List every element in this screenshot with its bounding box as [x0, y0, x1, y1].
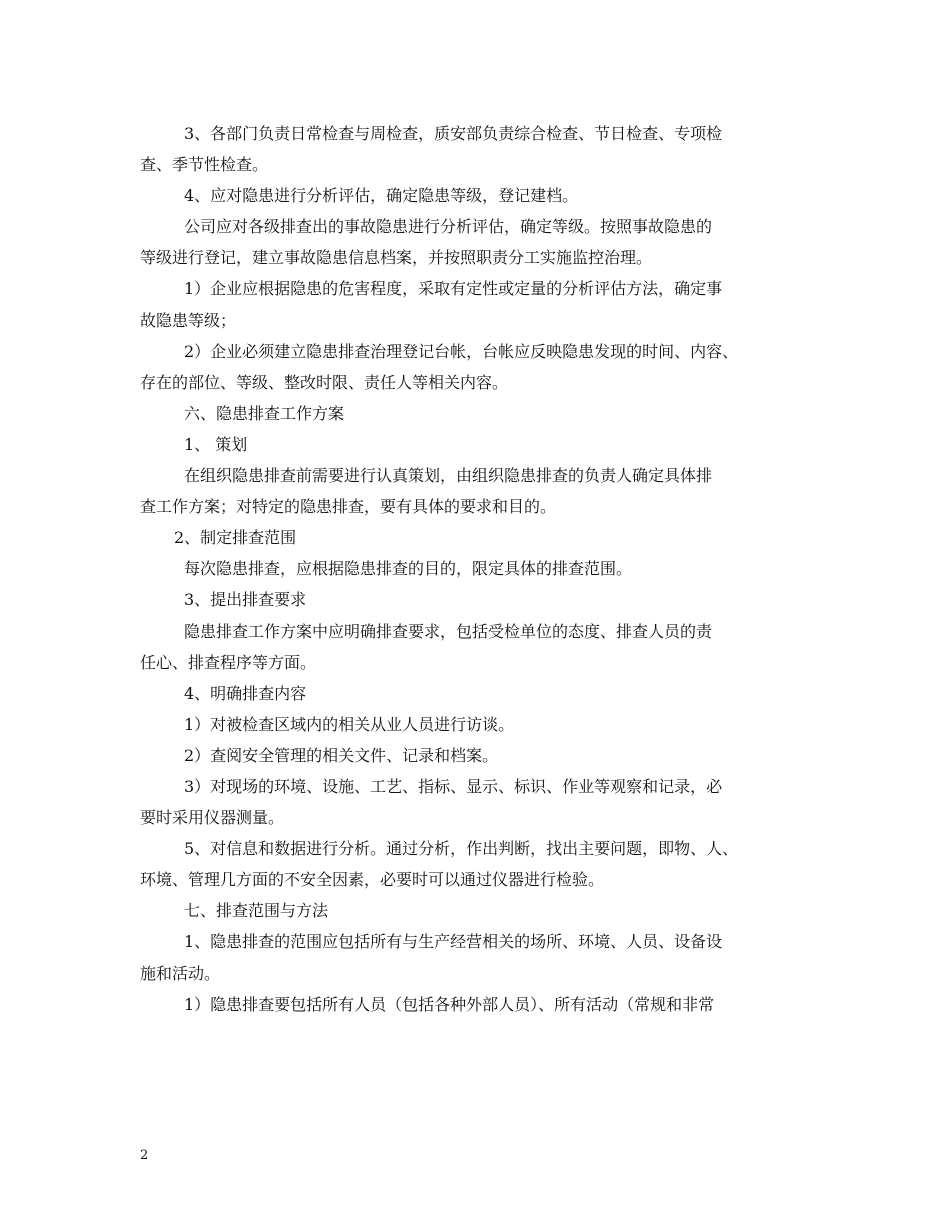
text-line: 存在的部位、等级、整改时限、责任人等相关内容。	[140, 372, 509, 392]
text-line: 隐患排查工作方案中应明确排查要求，包括受检单位的态度、排查人员的责	[184, 621, 713, 641]
text-line: 1）企业应根据隐患的危害程度，采取有定性或定量的分析评估方法，确定事	[184, 279, 723, 299]
text-line: 故隐患等级；	[140, 310, 237, 330]
text-line: 4、明确排查内容	[184, 683, 307, 703]
text-line: 查、季节性检查。	[140, 155, 269, 175]
text-line: 3、提出排查要求	[184, 590, 307, 610]
text-line: 每次隐患排查，应根据隐患排查的目的，限定具体的排查范围。	[184, 559, 633, 579]
page-number: 2	[140, 1148, 149, 1163]
text-line: 1、隐患排查的范围应包括所有与生产经营相关的场所、环境、人员、设备设	[184, 932, 723, 952]
text-line: 5、对信息和数据进行分析。通过分析，作出判断，找出主要问题，即物、人、	[184, 839, 739, 859]
text-line: 3）对现场的环境、设施、工艺、指标、显示、标识、作业等观察和记录，必	[184, 776, 723, 796]
text-line: 在组织隐患排查前需要进行认真策划，由组织隐患排查的负责人确定具体排	[184, 466, 713, 486]
text-line: 1）对被检查区域内的相关从业人员进行访谈。	[184, 714, 515, 734]
text-line: 4、应对隐患进行分析评估，确定隐患等级，登记建档。	[184, 186, 579, 206]
text-line: 1、 策划	[184, 434, 248, 454]
text-line: 2）查阅安全管理的相关文件、记录和档案。	[184, 745, 499, 765]
text-line: 2）企业必须建立隐患排查治理登记台帐，台帐应反映隐患发现的时间、内容、	[184, 341, 739, 361]
text-line: 任心、排查程序等方面。	[140, 652, 317, 672]
text-line: 公司应对各级排查出的事故隐患进行分析评估，确定等级。按照事故隐患的	[184, 217, 713, 237]
text-line: 等级进行登记，建立事故隐患信息档案，并按照职责分工实施监控治理。	[140, 248, 653, 268]
text-line: 施和活动。	[140, 963, 221, 983]
body-text	[140, 118, 820, 1020]
text-line: 查工作方案；对特定的隐患排查，要有具体的要求和目的。	[140, 497, 557, 517]
text-line: 2、制定排查范围	[174, 528, 297, 548]
text-line: 1）隐患排查要包括所有人员（包括各种外部人员）、所有活动（常规和非常	[184, 994, 715, 1014]
text-line: 环境、管理几方面的不安全因素，必要时可以通过仪器进行检验。	[140, 870, 605, 890]
text-line: 六、隐患排查工作方案	[184, 403, 345, 423]
text-line: 3、各部门负责日常检查与周检查，质安部负责综合检查、节日检查、专项检	[184, 124, 723, 143]
text-line: 七、排查范围与方法	[184, 901, 329, 921]
document-body	[140, 118, 820, 1020]
text-line: 要时采用仪器测量。	[140, 808, 285, 828]
